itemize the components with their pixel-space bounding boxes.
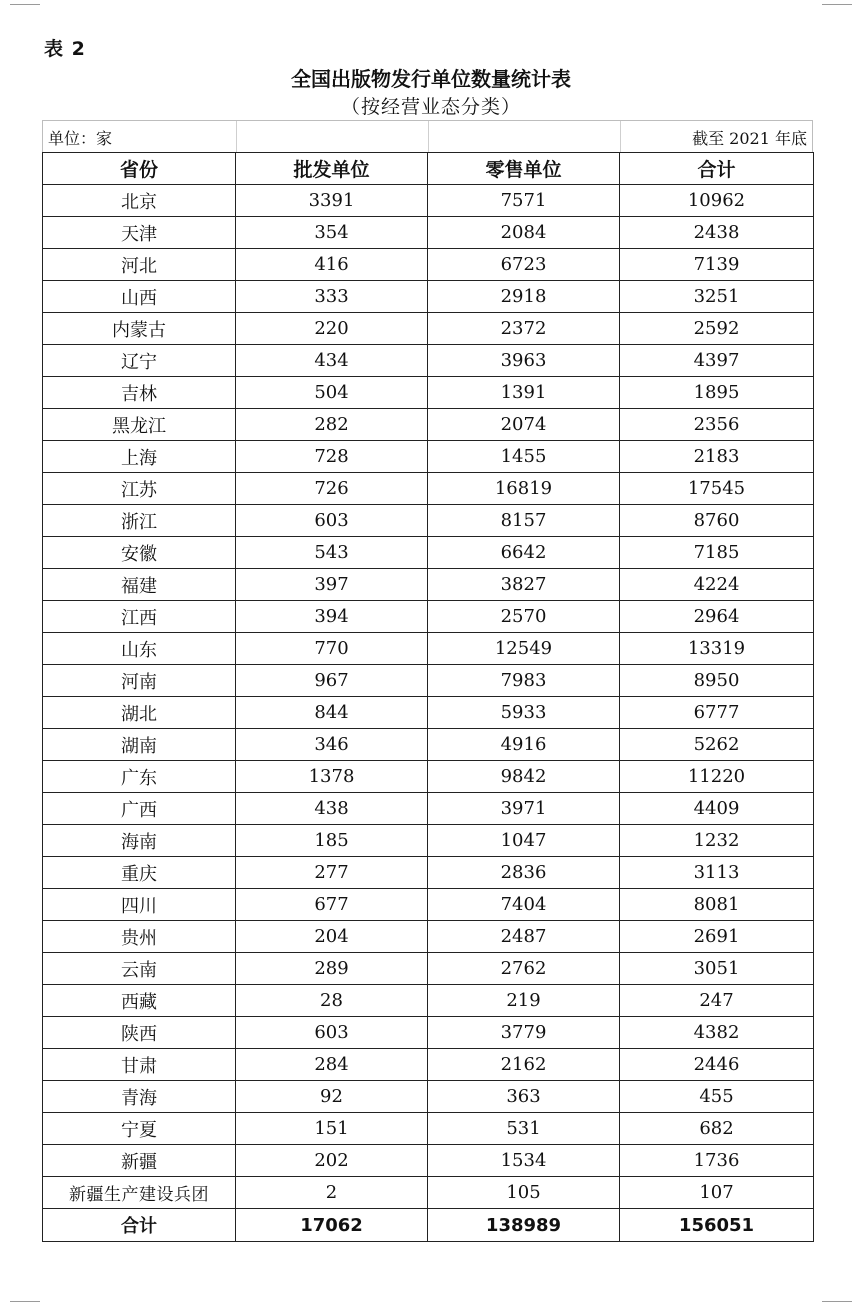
cell-province: 青海 xyxy=(43,1081,236,1113)
cell-total: 4224 xyxy=(620,569,814,601)
cell-province: 西藏 xyxy=(43,985,236,1017)
cell-province: 天津 xyxy=(43,217,236,249)
cell-wholesale: 603 xyxy=(236,1017,428,1049)
unit-row xyxy=(42,120,813,152)
cell-total: 4409 xyxy=(620,793,814,825)
cell-wholesale: 220 xyxy=(236,313,428,345)
cell-retail: 363 xyxy=(428,1081,620,1113)
cell-wholesale: 333 xyxy=(236,281,428,313)
cell-wholesale: 438 xyxy=(236,793,428,825)
cell-province: 广西 xyxy=(43,793,236,825)
total-wholesale: 17062 xyxy=(236,1209,428,1242)
table-body xyxy=(43,185,814,1209)
cell-province: 四川 xyxy=(43,889,236,921)
cell-retail: 7983 xyxy=(428,665,620,697)
cell-retail: 2162 xyxy=(428,1049,620,1081)
cell-wholesale: 28 xyxy=(236,985,428,1017)
cell-total: 2446 xyxy=(620,1049,814,1081)
cell-retail: 12549 xyxy=(428,633,620,665)
cell-retail: 5933 xyxy=(428,697,620,729)
cell-province: 河北 xyxy=(43,249,236,281)
cell-wholesale: 603 xyxy=(236,505,428,537)
cell-province: 海南 xyxy=(43,825,236,857)
cell-wholesale: 151 xyxy=(236,1113,428,1145)
cell-province: 上海 xyxy=(43,441,236,473)
cell-province: 湖北 xyxy=(43,697,236,729)
cell-province: 新疆生产建设兵团 xyxy=(43,1177,236,1209)
cell-province: 山东 xyxy=(43,633,236,665)
table-row xyxy=(43,377,814,409)
table-row xyxy=(43,441,814,473)
cell-total: 10962 xyxy=(620,185,814,217)
cell-province: 广东 xyxy=(43,761,236,793)
table-row xyxy=(43,633,814,665)
cell-retail: 2084 xyxy=(428,217,620,249)
cell-retail: 2762 xyxy=(428,953,620,985)
total-label: 合计 xyxy=(43,1209,236,1242)
header-retail: 零售单位 xyxy=(428,153,620,185)
cell-wholesale: 844 xyxy=(236,697,428,729)
cell-total: 17545 xyxy=(620,473,814,505)
table-row xyxy=(43,1145,814,1177)
cell-total: 2183 xyxy=(620,441,814,473)
cell-wholesale: 434 xyxy=(236,345,428,377)
cell-province: 辽宁 xyxy=(43,345,236,377)
cell-total: 2691 xyxy=(620,921,814,953)
cell-total: 5262 xyxy=(620,729,814,761)
table-row xyxy=(43,1113,814,1145)
cell-retail: 9842 xyxy=(428,761,620,793)
cell-province: 吉林 xyxy=(43,377,236,409)
table-row xyxy=(43,1081,814,1113)
table-row xyxy=(43,697,814,729)
cell-retail: 3963 xyxy=(428,345,620,377)
statistics-table xyxy=(42,152,814,1242)
table-row xyxy=(43,857,814,889)
cell-total: 7139 xyxy=(620,249,814,281)
cell-retail: 16819 xyxy=(428,473,620,505)
table-row xyxy=(43,825,814,857)
cell-province: 江西 xyxy=(43,601,236,633)
cell-wholesale: 728 xyxy=(236,441,428,473)
cell-total: 4397 xyxy=(620,345,814,377)
cell-retail: 531 xyxy=(428,1113,620,1145)
cell-province: 北京 xyxy=(43,185,236,217)
cell-total: 7185 xyxy=(620,537,814,569)
table-row xyxy=(43,537,814,569)
total-retail: 138989 xyxy=(428,1209,620,1242)
cell-retail: 2487 xyxy=(428,921,620,953)
cell-retail: 219 xyxy=(428,985,620,1017)
cell-retail: 3971 xyxy=(428,793,620,825)
cell-wholesale: 204 xyxy=(236,921,428,953)
table-row xyxy=(43,505,814,537)
cell-retail: 7571 xyxy=(428,185,620,217)
cell-retail: 7404 xyxy=(428,889,620,921)
cell-retail: 2836 xyxy=(428,857,620,889)
table-row xyxy=(43,953,814,985)
cell-province: 内蒙古 xyxy=(43,313,236,345)
cell-total: 2438 xyxy=(620,217,814,249)
cell-province: 湖南 xyxy=(43,729,236,761)
cell-total: 6777 xyxy=(620,697,814,729)
cell-wholesale: 1378 xyxy=(236,761,428,793)
cell-wholesale: 677 xyxy=(236,889,428,921)
cell-wholesale: 282 xyxy=(236,409,428,441)
cell-retail: 2918 xyxy=(428,281,620,313)
cell-wholesale: 202 xyxy=(236,1145,428,1177)
header-province: 省份 xyxy=(43,153,236,185)
cell-total: 2356 xyxy=(620,409,814,441)
cell-retail: 6723 xyxy=(428,249,620,281)
cell-wholesale: 346 xyxy=(236,729,428,761)
cell-province: 重庆 xyxy=(43,857,236,889)
crop-mark xyxy=(822,4,852,5)
cell-province: 黑龙江 xyxy=(43,409,236,441)
cell-province: 贵州 xyxy=(43,921,236,953)
cell-wholesale: 289 xyxy=(236,953,428,985)
cell-wholesale: 504 xyxy=(236,377,428,409)
cell-total: 8950 xyxy=(620,665,814,697)
table-row xyxy=(43,1049,814,1081)
cell-retail: 3827 xyxy=(428,569,620,601)
cell-total: 3113 xyxy=(620,857,814,889)
cell-total: 1232 xyxy=(620,825,814,857)
total-sum: 156051 xyxy=(620,1209,814,1242)
cell-province: 浙江 xyxy=(43,505,236,537)
crop-mark xyxy=(10,1301,40,1302)
cell-total: 8081 xyxy=(620,889,814,921)
table-row xyxy=(43,281,814,313)
table-row xyxy=(43,601,814,633)
table-total-row xyxy=(43,1209,814,1242)
page-subtitle: （按经营业态分类） xyxy=(340,96,521,118)
table-row xyxy=(43,761,814,793)
cell-wholesale: 726 xyxy=(236,473,428,505)
cell-wholesale: 770 xyxy=(236,633,428,665)
cell-province: 新疆 xyxy=(43,1145,236,1177)
table-row xyxy=(43,793,814,825)
crop-mark xyxy=(822,1301,852,1302)
table-row xyxy=(43,1017,814,1049)
cell-wholesale: 185 xyxy=(236,825,428,857)
cell-total: 11220 xyxy=(620,761,814,793)
cell-retail: 8157 xyxy=(428,505,620,537)
cell-province: 甘肃 xyxy=(43,1049,236,1081)
as-of-label: 截至 2021 年底 xyxy=(692,129,807,148)
cell-province: 陕西 xyxy=(43,1017,236,1049)
cell-province: 江苏 xyxy=(43,473,236,505)
cell-retail: 1391 xyxy=(428,377,620,409)
cell-wholesale: 2 xyxy=(236,1177,428,1209)
cell-total: 682 xyxy=(620,1113,814,1145)
cell-retail: 6642 xyxy=(428,537,620,569)
cell-total: 247 xyxy=(620,985,814,1017)
cell-province: 山西 xyxy=(43,281,236,313)
cell-retail: 4916 xyxy=(428,729,620,761)
table-row xyxy=(43,473,814,505)
cell-total: 8760 xyxy=(620,505,814,537)
cell-wholesale: 967 xyxy=(236,665,428,697)
cell-retail: 1455 xyxy=(428,441,620,473)
cell-province: 安徽 xyxy=(43,537,236,569)
cell-retail: 105 xyxy=(428,1177,620,1209)
table-header-row xyxy=(43,153,814,185)
table-row xyxy=(43,249,814,281)
table-row xyxy=(43,185,814,217)
table-row xyxy=(43,729,814,761)
cell-wholesale: 354 xyxy=(236,217,428,249)
cell-retail: 2570 xyxy=(428,601,620,633)
cell-retail: 2074 xyxy=(428,409,620,441)
table-row xyxy=(43,217,814,249)
header-wholesale: 批发单位 xyxy=(236,153,428,185)
table-row xyxy=(43,345,814,377)
cell-wholesale: 284 xyxy=(236,1049,428,1081)
cell-wholesale: 543 xyxy=(236,537,428,569)
unit-label: 单位：家 xyxy=(48,129,113,148)
cell-wholesale: 394 xyxy=(236,601,428,633)
cell-retail: 1047 xyxy=(428,825,620,857)
cell-wholesale: 416 xyxy=(236,249,428,281)
unit-row-divider xyxy=(236,121,237,153)
cell-total: 1895 xyxy=(620,377,814,409)
table-row xyxy=(43,569,814,601)
table-row xyxy=(43,409,814,441)
cell-total: 13319 xyxy=(620,633,814,665)
cell-retail: 2372 xyxy=(428,313,620,345)
cell-total: 1736 xyxy=(620,1145,814,1177)
page-title: 全国出版物发行单位数量统计表 xyxy=(291,67,571,91)
crop-mark xyxy=(10,4,40,5)
cell-total: 4382 xyxy=(620,1017,814,1049)
table-row xyxy=(43,889,814,921)
cell-province: 福建 xyxy=(43,569,236,601)
cell-total: 2592 xyxy=(620,313,814,345)
cell-province: 宁夏 xyxy=(43,1113,236,1145)
cell-total: 107 xyxy=(620,1177,814,1209)
cell-total: 455 xyxy=(620,1081,814,1113)
table-label: 表 2 xyxy=(44,38,86,60)
table-row xyxy=(43,313,814,345)
cell-province: 河南 xyxy=(43,665,236,697)
cell-total: 3051 xyxy=(620,953,814,985)
cell-total: 2964 xyxy=(620,601,814,633)
cell-retail: 1534 xyxy=(428,1145,620,1177)
cell-retail: 3779 xyxy=(428,1017,620,1049)
cell-wholesale: 3391 xyxy=(236,185,428,217)
table-row xyxy=(43,665,814,697)
table-row xyxy=(43,985,814,1017)
cell-wholesale: 277 xyxy=(236,857,428,889)
cell-wholesale: 397 xyxy=(236,569,428,601)
table-row xyxy=(43,921,814,953)
unit-row-divider xyxy=(428,121,429,153)
cell-total: 3251 xyxy=(620,281,814,313)
unit-row-divider xyxy=(620,121,621,153)
table-row xyxy=(43,1177,814,1209)
cell-wholesale: 92 xyxy=(236,1081,428,1113)
cell-province: 云南 xyxy=(43,953,236,985)
header-total: 合计 xyxy=(620,153,814,185)
